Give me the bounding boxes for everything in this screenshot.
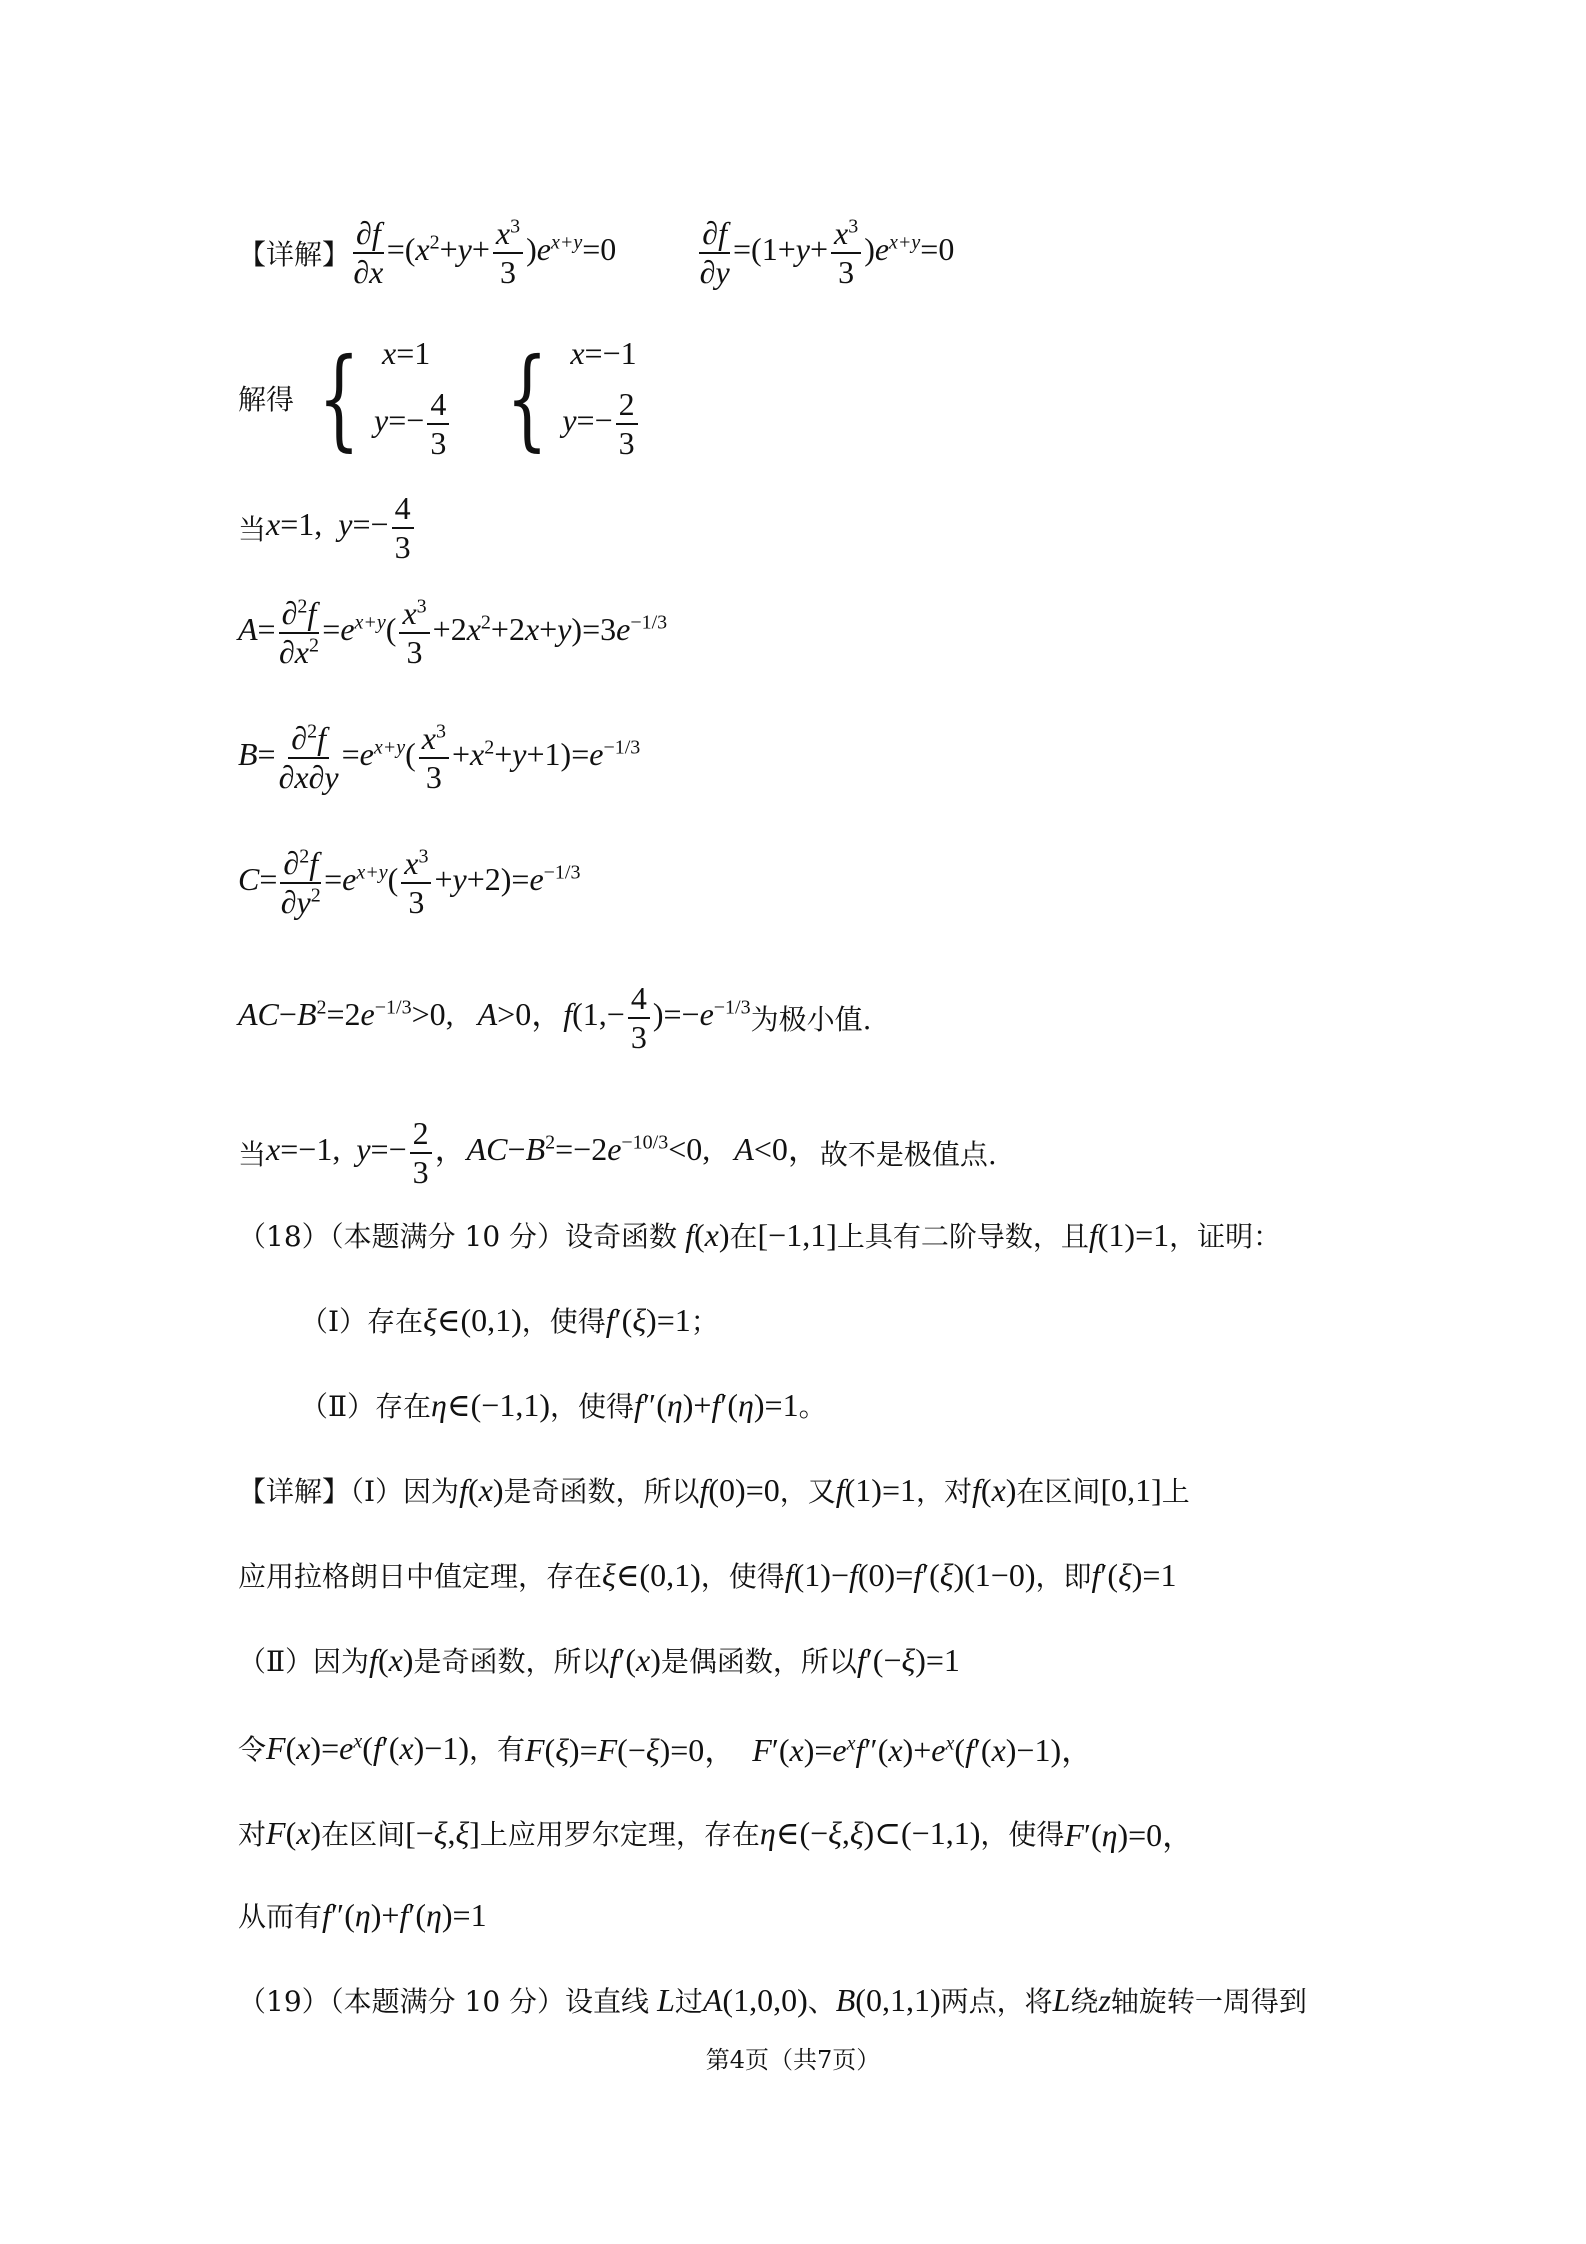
q18-text: （18）（本题满分 10 分）设奇函数 <box>238 1220 678 1253</box>
page-footer: 第4页（共7页） <box>705 2046 881 2074</box>
formula-fx: $\frac{\partial f}{\partial x}$ $=(x^2+y+$ $\frac{x^3}{3}$ )$e^{x+y}=0$ <box>353 215 617 290</box>
d2: 应用拉格朗日中值定理，存在 <box>238 1560 603 1593</box>
detail-partial-derivatives <box>238 215 954 291</box>
q19b: 过 <box>674 1985 703 2018</box>
system-2: { x=−1 y=− $\frac{2}{3}$ <box>506 334 637 463</box>
q19f: 轴旋转一周得到 <box>1110 1985 1307 2018</box>
d2c: ，即 <box>1035 1560 1092 1593</box>
detail-18-line6: 从而有 f″(η)+f′(η)=1 <box>238 1896 487 1933</box>
detail-18-line1: 【详解】（Ⅰ）因为 f(x) 是奇函数，所以 f(0)=0 ，又 f(1)=1 ，对 f(x) 在区间 [0,1] 上 <box>238 1471 1190 1508</box>
q18-end: ，证明： <box>1169 1220 1282 1253</box>
q18-2-text: （Ⅱ）存在 <box>300 1390 432 1423</box>
solve-label: 解得 <box>238 383 295 417</box>
q18-1-text: （Ⅰ）存在 <box>300 1305 424 1338</box>
case-1-formula: x=1, y=− $\frac{4}{3}$ <box>266 490 417 566</box>
case-text: 当 <box>238 512 267 546</box>
q19e: 绕 <box>1070 1985 1099 2018</box>
q19d: 两点，将 <box>940 1985 1053 2018</box>
q18-mid: 在 <box>729 1220 758 1253</box>
d1b: 是奇函数，所以 <box>503 1475 700 1508</box>
d1: 【详解】（Ⅰ）因为 <box>238 1475 460 1508</box>
question-18-part1: （Ⅰ）存在 ξ∈(0,1) ，使得 f′(ξ)=1 ； <box>300 1301 719 1338</box>
detail-18-line3: （Ⅱ）因为 f(x) 是奇函数，所以 f′(x) 是偶函数，所以 f′(−ξ)=1 <box>238 1641 960 1678</box>
q18-mid2: 上具有二阶导数，且 <box>836 1220 1089 1253</box>
d5: 对 <box>238 1818 267 1851</box>
formula-A: A= $\frac{\partial^2f}{\partial x^2}$ $=e^{x+y}$( $\frac{x^3}{3}$ $+2x^2+2x+y)=3e^{-1/3}$ <box>238 595 668 670</box>
question-18-part2: （Ⅱ）存在 η∈(−1,1) ，使得 f″(η)+f′(η)=1 。 <box>300 1386 827 1423</box>
d4b: ，有 <box>468 1733 525 1766</box>
formula-fy: $\frac{\partial f}{\partial y}$ =(1+y+ $\frac{x^3}{3}$ )$e^{x+y}=0$ <box>699 215 955 290</box>
system-1: { x=1 y=− $\frac{4}{3}$ <box>304 335 452 462</box>
detail-label: 【详解】 <box>238 237 351 271</box>
d2b: ，使得 <box>700 1560 785 1593</box>
q19: （19）（本题满分 10 分）设直线 <box>238 1985 650 2018</box>
d5d: ，使得 <box>980 1818 1065 1851</box>
d3b: 是奇函数，所以 <box>413 1645 610 1678</box>
d4: 令 <box>238 1733 267 1766</box>
case-1-heading <box>238 490 417 566</box>
d1f: 上 <box>1161 1475 1190 1508</box>
d1d: ，对 <box>916 1475 973 1508</box>
q18-2b: ，使得 <box>549 1390 634 1423</box>
q19c: 、 <box>807 1985 836 2018</box>
q18-1b: ，使得 <box>521 1305 606 1338</box>
detail-18-line4: 令 $F(x)=e^x(f'(x)-1)$ ，有 F(ξ)=F(−ξ)=0， $F'(x)=e^xf''(x)+e^x(f'(x)-1)$， <box>238 1729 1094 1768</box>
detail-18-line2: 应用拉格朗日中值定理，存在 ξ∈(0,1) ，使得 f(1)−f(0)=f′(ξ)(1−0) ，即 f′(ξ)=1 <box>238 1556 1177 1593</box>
formula-B: B= $\frac{\partial^2f}{\partial x\partial y}$ $=e^{x+y}$( $\frac{x^3}{3}$ $+x^2+y+1)=e^{-1/3}$ <box>238 720 641 795</box>
question-18: （18）（本题满分 10 分）设奇函数 f (x) 在 [−1,1] 上具有二阶导数，且 f(1)=1 ，证明： <box>238 1216 1282 1253</box>
question-19: （19）（本题满分 10 分）设直线 L 过 A(1,0,0) 、 B(0,1,1) 两点，将 L 绕 z 轴旋转一周得到 <box>238 1981 1307 2018</box>
formula-C: C= $\frac{\partial^2f}{\partial y^2}$ $=e^{x+y}$( $\frac{x^3}{3}$ $+y+2)=e^{-1/3}$ <box>238 845 581 920</box>
not-extremum-text: 故不是极值点. <box>819 1137 997 1171</box>
detail-18-line5: 对 F(x) 在区间 [−ξ,ξ] 上应用罗尔定理，存在 η∈(−ξ,ξ)⊂(−1,1) ，使得 F′(η)=0， <box>238 1814 1195 1853</box>
min-conclusion: $AC-B^2=2e^{-1/3}>0$, A>0，f(1,− $\frac{4}{3}$ )$=-e^{-1/3}$ 为极小值. <box>238 980 872 1055</box>
d5c: 上应用罗尔定理，存在 <box>479 1818 760 1851</box>
d1e: 在区间 <box>1016 1475 1101 1508</box>
d5b: 在区间 <box>321 1818 406 1851</box>
case2-text: 当 <box>238 1137 267 1171</box>
d1c: ，又 <box>779 1475 836 1508</box>
min-text: 为极小值. <box>750 1002 872 1036</box>
solution-system <box>238 335 681 462</box>
d3c: 是偶函数，所以 <box>660 1645 857 1678</box>
d3: （Ⅱ）因为 <box>238 1645 370 1678</box>
d6: 从而有 <box>238 1900 323 1933</box>
case-2-conclusion: 当 x=−1, y=− $\frac{2}{3}$ ，$AC-B^2=-2e^{-10/3}<0$, A<0， 故不是极值点. <box>238 1115 997 1190</box>
